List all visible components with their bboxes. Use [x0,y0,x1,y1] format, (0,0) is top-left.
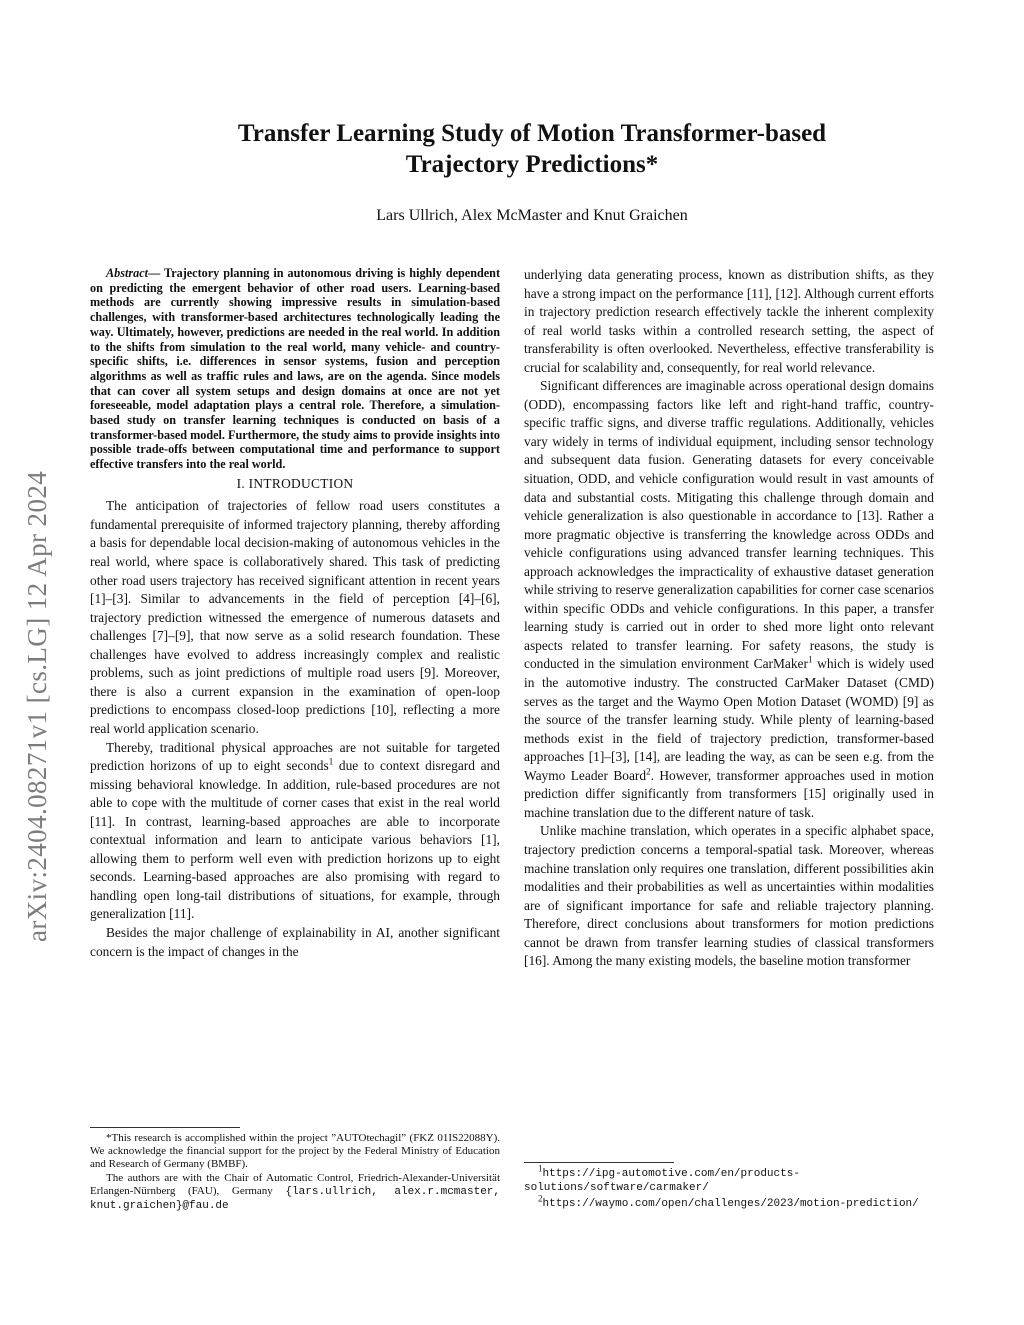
footnote-rule-left [90,1127,240,1128]
abstract-text: — Trajectory planning in autonomous driving is highly dependent on predicting the emergent behavior of other road users. Learning-based methods are currently showing impressive results in simulation-based challenges, with transformer-based architectures technologically leading the way. Ultimately, however, predictions are needed in the real world. In addition to the shifts from simulation to the real world, many vehicle- and country-specific shifts, i.e. differences in sensor systems, fusion and perception algorithms as well as traffic rules and laws, are on the agenda. Since models that can cover all system setups and design domains at once are not yet foreseeable, model adaptation plays a central role. Therefore, a simulation-based study on transfer learning techniques is conducted on basis of a transformer-based model. Furthermore, the study aims to provide insights into possible trade-offs between computational time and performance to support effective transfers into the real world. [90,266,500,472]
footnote-ref-1: 1 [328,756,334,767]
intro-paragraph-1: The anticipation of trajectories of fellow road users constitutes a fundamental prerequisite of informed trajectory planning, thereby affording a basis for dependable local decision-making of autonomous vehicles in the real world, where space is collaboratively shared. This task of predicting other road users trajectory has received significant attention in recent years [1]–[3]. Similar to advancements in the field of perception [4]–[6], trajectory prediction witnessed the emergence of numerous datasets and challenges [7]–[9], that now serve as a solid research foundation. These challenges have evolved to address increasingly complex and realistic problems, such as joint predictions of multiple road users [9]. Moreover, there is also a current expansion in the examination of open-loop predictions to encompass closed-loop predictions [10], reflecting a more real world application scenario. [90,498,500,736]
footnote-2-mark: 2 [538,1193,543,1204]
intro-paragraph-5-text-c: . However, transformer approaches used in motion prediction differ significantly from transformers [15] originally used in machine translation due to the different nature of task. [524,767,934,820]
footnote-2-url[interactable]: https://waymo.com/open/challenges/2023/motion-prediction/ [542,1198,919,1210]
right-column [524,266,934,971]
intro-paragraph-2-text-b: due to context disregard and missing behavioral knowledge. In addition, rule-based procedures are not able to cope with the multitude of corner cases that exist in the real world [11]. In contrast, learning-based approaches are able to incorporate contextual information and learn to anticipate various behaviors [1], allowing them to perform well even with prediction horizons up to eight seconds. Learning-based approaches are also promising with regard to handling open long-tail distributions of situations, for example, through generalization [11]. [90,758,500,922]
affiliation-text: The authors are with the Chair of Automatic Control, Friedrich-Alexander-Universität Erlangen-Nürnberg (FAU), Germany [90,1171,500,1197]
intro-paragraph-3: Besides the major challenge of explainability in AI, another significant concern is the impact of changes in the [90,924,500,959]
paper-title-line-1: Transfer Learning Study of Motion Transformer-based [237,120,827,147]
footnote-1 [524,1163,934,1195]
intro-paragraph-5-text-b: which is widely used in the automotive industry. The constructed CarMaker Dataset (CMD) serves as the target and the Waymo Open Motion Dataset (WOMD) [9] as the source of the transfer learning study. While plenty of learning-based methods exist in the field of trajectory prediction, transformer-based approaches [1]–[3], [14], are leading the way, as can be seen e.g. from the Waymo Leader Board [524,656,934,783]
affiliation-footnote [90,1172,500,1214]
funding-footnote: *This research is accomplished within the project ”AUTOtechagil” (FKZ 01IS22088Y). We acknowledge the financial support for the project by the Federal Ministry of Education and Research of Germany (BMBF). [90,1132,500,1171]
footnote-1-mark: 1 [538,1163,543,1174]
left-column [90,266,500,961]
arxiv-identifier-stamp: arXiv:2404.08271v1 [cs.LG] 12 Apr 2024 [22,470,52,942]
intro-paragraph-5 [524,377,934,822]
intro-paragraph-4: underlying data generating process, known as distribution shifts, as they have a strong impact on the performance [11], [12]. Although current efforts in trajectory prediction research effectively tackle the inherent complexity of real world tasks within a controlled research setting, the aspect of transferability is often overlooked. Nevertheless, effective transferability is crucial for scalability and, consequently, for real world relevance. [524,267,934,375]
abstract-label: Abstract [106,266,148,280]
intro-paragraph-5-text-a: Significant differences are imaginable across operational design domains (ODD), encompassing factors like left and right-hand traffic, country-specific traffic signs, and diverse traffic regulations. Additionally, vehicles vary widely in terms of individual equipment, including sensor technology and subsequent data fusion. Generating datasets for every conceivable situation, ODD, and vehicle configuration would result in vast amounts of data and substantial costs. Mitigating this challenge through domain and vehicle generalization is also questionable in accordance to [13]. Rather a more pragmatic objective is transferring the knowledge across ODDs and vehicle configurations using advanced transfer learning techniques. This approach acknowledges the impracticality of exhaustive dataset generation while striving to reserve generalization capabilities for corner case scenarios within specific ODDs and vehicle configurations. In this paper, a transfer learning study is carried out in order to shed more light onto relevant aspects related to transfer learning. For safety reasons, the study is conducted in the simulation environment CarMaker [524,378,934,672]
intro-paragraph-2 [90,739,500,924]
abstract [90,266,500,472]
footnote-ref-2-waymo: 2 [646,766,651,777]
section-heading-introduction: I. INTRODUCTION [236,475,354,491]
footnote-2 [524,1193,934,1211]
intro-paragraph-6: Unlike machine translation, which operates in a specific alphabet space, trajectory prediction concerns a temporal-spatial task. Moreover, whereas machine translation only requires one translation, different possibilities akin modalities and their probabilities as well as uncertainties within modalities are of significant importance for safe and reliable trajectory planning. Therefore, direct conclusions about transformers for motion predictions cannot be drawn from transfer learning studies of classical transformers [16]. Among the many existing models, the baseline motion transformer [524,823,934,969]
intro-paragraph-2-text-a: Thereby, traditional physical approaches are not suitable for targeted prediction horizons of up to eight seconds [90,739,500,774]
footnote-ref-1-carmaker: 1 [807,655,813,666]
footnote-rule-right [524,1162,674,1163]
paper-title-line-2: Trajectory Predictions* [405,151,659,178]
author-list: Lars Ullrich, Alex McMaster and Knut Graichen [376,207,688,224]
footnotes-left [90,1132,500,1213]
paper-title [140,118,924,180]
footnote-1-url[interactable]: https://ipg-automotive.com/en/products-solutions/software/carmaker/ [524,1168,800,1194]
footnotes-right [524,1163,934,1213]
author-emails: {lars.ullrich, alex.r.mcmaster, knut.graichen}@fau.de [90,1185,501,1213]
